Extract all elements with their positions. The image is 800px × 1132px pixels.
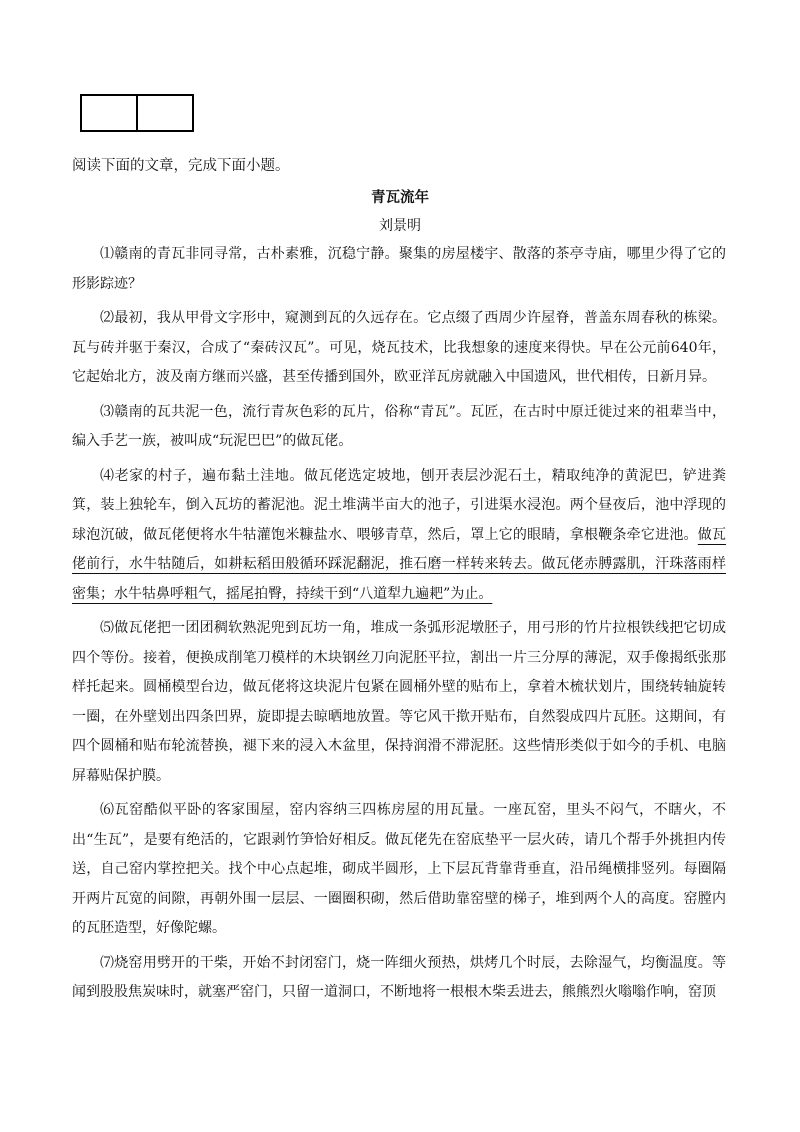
- paragraph-4: [72, 462, 726, 610]
- underlined-passage: 做瓦佬前行，水牛牯随后，如耕耘稻田般循环踩泥翻泥，推石磨一样转来转去。做瓦佬赤膊露肌，汗珠落雨样密集；水牛牯鼻呼粗气，摇尾拍臀，持续干到“八道犁九遍耙”为止。: [72, 526, 727, 602]
- answer-box-cell: [82, 96, 136, 130]
- article-body: [72, 240, 726, 1013]
- answer-box-grid: [80, 94, 194, 132]
- paragraph-3: [72, 398, 726, 457]
- paragraph-text: ⑵最初，我从甲骨文字形中，窥测到瓦的久远存在。它点缀了西周少许屋脊，普盖东周春秋的栋梁。瓦与砖并驱于秦汉，合成了“秦砖汉瓦”。可见，烧瓦技术，比我想象的速度来得快。早在公元前640年，它起始北方，波及南方继而兴盛，甚至传播到国外，欧亚洋瓦房就融入中国遗风，世代相传，日新月异。: [72, 310, 726, 385]
- paragraph-7: [72, 949, 726, 1008]
- paragraph-text: ⑷老家的村子，遍布黏土洼地。做瓦佬选定坡地，刨开表层沙泥石土，精取纯净的黄泥巴，铲进粪箕，装上独轮车，倒入瓦坊的蓄泥池。泥土堆满半亩大的池子，引进渠水浸泡。两个昼夜后，池中浮现的球泡沉破，做瓦佬便将水牛牯灌饱米糠盐水、喂够青草，然后，罩上它的眼睛，拿根鞭条牵它进池。: [72, 467, 726, 543]
- paragraph-text: ⑹瓦窑酷似平卧的客家围屋，窑内容纳三四栋房屋的用瓦量。一座瓦窑，里头不闷气，不瞎火，不出“生瓦”，是要有绝活的，它跟剥竹笋恰好相反。做瓦佬先在窑底垫平一层火砖，请几个帮手外挑担内传送，自己窑内掌控把关。找个中心点起堆，砌成半圆形，上下层瓦背靠背垂直，沿吊绳横排竖列。每圈隔开两片瓦宽的间隙，再朝外围一层层、一圈圈积砌，然后借助靠窑壁的梯子，堆到两个人的高度。窑膛内的瓦胚造型，好像陀螺。: [72, 802, 726, 936]
- paragraph-6: [72, 796, 726, 944]
- article-author: 刘景明: [379, 218, 421, 234]
- paragraph-5: [72, 614, 726, 791]
- paragraph-text: ⑸做瓦佬把一团团稠软熟泥兜到瓦坊一角，堆成一条弧形泥墩胚子，用弓形的竹片拉根铁线把它切成四个等份。接着，便换成削笔刀模样的木块钢丝刀向泥胚平拉，割出一片三分厚的薄泥，双手像揭纸张那样托起来。圆桶模型台边，做瓦佬将这块泥片包紧在圆桶外壁的贴布上，拿着木梳状划片，围绕转轴旋转一圈，在外壁划出四条凹界，旋即提去晾晒地放置。等它风干揿开贴布，自然裂成四片瓦胚。这期间，有四个圆桶和贴布轮流替换，褪下来的浸入木盆里，保持润滑不滞泥胚。这些情形类似于如今的手机、电脑屏幕贴保护膜。: [72, 620, 726, 784]
- paragraph-text: ⑺烧窑用劈开的干柴，开始不封闭窑门，烧一阵细火预热，烘烤几个时辰，去除湿气，均衡温度。等闻到股股焦炭味时，就塞严窑门，只留一道洞口，不断地将一根根木柴丢进去，熊熊烈火嗡嗡作响，窑顶: [72, 954, 726, 1000]
- answer-box-cell: [136, 96, 192, 130]
- article-title: 青瓦流年: [371, 189, 429, 206]
- paragraph-text: ⑶赣南的瓦共泥一色，流行青灰色彩的瓦片，俗称“青瓦”。瓦匠，在古时中原迁徙过来的祖辈当中，编入手艺一族，被叫成“玩泥巴巴”的做瓦佬。: [72, 403, 726, 449]
- question-instruction: 阅读下面的文章，完成下面小题。: [72, 158, 290, 174]
- paragraph-1: [72, 240, 726, 299]
- paragraph-text: ⑴赣南的青瓦非同寻常，古朴素雅，沉稳宁静。聚集的房屋楼宇、散落的茶亭寺庙，哪里少得了它的形影踪迹？: [72, 246, 726, 292]
- paragraph-2: [72, 304, 726, 393]
